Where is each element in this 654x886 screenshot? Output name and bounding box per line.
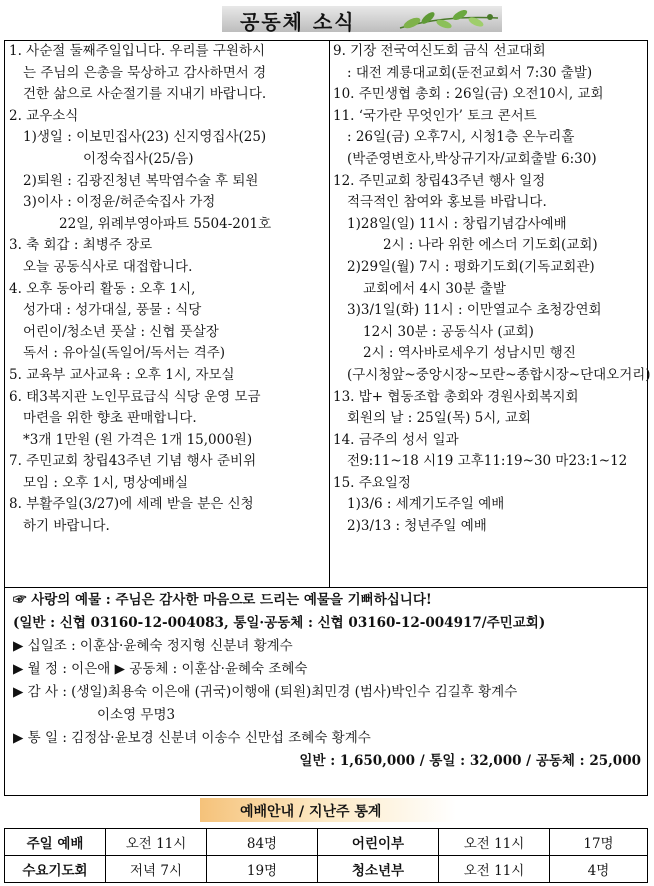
table-cell: 수요기도회 <box>5 856 106 883</box>
news-line: 마련을 위한 향초 판매합니다. <box>23 410 197 427</box>
news-line: 회원의 날 : 25일(목) 5시, 교회 <box>347 410 531 427</box>
news-line: 15. 주요일정 <box>333 474 411 491</box>
news-line: 전9:11~18 시19 고후11:19~30 마23:1~12 <box>347 453 628 470</box>
news-line: 9. 기장 전국여신도회 금식 선교대회 <box>333 43 546 59</box>
worship-header <box>200 796 456 824</box>
news-line: 어린이/청소년 풋살 : 신협 풋살장 <box>23 323 219 340</box>
table-cell: 오전 11시 <box>439 829 550 856</box>
offering-row: ▶ 월 정 : 이은애 ▶ 공동체 : 이훈삼·윤혜숙 조혜숙 <box>13 661 308 677</box>
news-line: 모임 : 오후 1시, 명상예배실 <box>23 474 189 491</box>
table-cell: 주일 예배 <box>5 829 106 856</box>
news-line: 7. 주민교회 창립43주년 기념 행사 준비위 <box>9 453 257 470</box>
news-line: 4. 오후 동아리 활동 : 오후 1시, <box>9 280 196 297</box>
news-line: 교회에서 4시 30분 출발 <box>363 280 506 297</box>
news-line: 성가대 : 성가대실, 풍물 : 식당 <box>23 302 202 319</box>
worship-title: 예배안내 / 지난주 통계 <box>240 804 382 820</box>
news-line: 10. 주민생협 총회 : 26일(금) 오전10시, 교회 <box>333 86 604 103</box>
news-line: : 대전 계룡대교회(둔전교회서 7:30 출발) <box>347 64 593 81</box>
news-line: 건한 삶으로 사순절기를 지내기 바랍니다. <box>23 86 267 103</box>
news-line: 2시 : 나라 위한 에스더 기도회(교회) <box>383 237 598 254</box>
news-line: 6. 태3복지관 노인무료급식 식당 운영 모금 <box>9 388 261 405</box>
column-divider <box>329 41 330 587</box>
news-line: 13. 밥+ 협동조합 총회와 경원사회복지회 <box>333 388 579 405</box>
news-line: 3. 축 회갑 : 최병주 장로 <box>9 237 153 254</box>
news-line: : 26일(금) 오후7시, 시청1층 온누리홀 <box>347 129 575 146</box>
news-line: 5. 교육부 교사교육 : 오후 1시, 자모실 <box>9 366 235 383</box>
table-row <box>5 856 648 883</box>
news-line: (구시청앞~중앙시장~모란~종합시장~단대오거리) <box>347 366 651 383</box>
left-column <box>9 41 327 538</box>
table-cell: 84명 <box>207 829 318 856</box>
news-line: 이정숙집사(25/음) <box>83 150 194 167</box>
leaf-decoration-icon <box>398 6 502 36</box>
news-line: 하기 바랍니다. <box>23 518 110 535</box>
section-divider <box>5 587 647 588</box>
news-line: 1)28일(일) 11시 : 창립기념감사예배 <box>347 215 567 232</box>
news-line: 2)퇴원 : 김광진청년 복막염수술 후 퇴원 <box>23 172 259 189</box>
news-line: 1. 사순절 둘째주일입니다. 우리를 구원하시 <box>9 43 266 59</box>
offering-heading: ☞ 사랑의 예물 : 주님은 감사한 마음으로 드리는 예물을 기뻐하십니다! <box>13 592 432 608</box>
news-line: 오늘 공동식사로 대접합니다. <box>23 258 193 275</box>
news-line: 1)3/6 : 세계기도주일 예배 <box>347 496 505 513</box>
news-line: 2)3/13 : 청년주일 예배 <box>347 518 487 535</box>
news-line: 12시 30분 : 공동식사 (교회) <box>363 323 534 340</box>
news-line: *3개 1만원 (원 가격은 1개 15,000원) <box>23 431 253 448</box>
news-line: 3)이사 : 이정윤/허준숙집사 가정 <box>23 194 216 211</box>
offering-row: ▶ 십일조 : 이훈삼·윤혜숙 정지형 신분녀 황계수 <box>13 638 293 654</box>
offering-row: ▶ 통 일 : 김정삼·윤보경 신분녀 이송수 신만섭 조혜숙 황계수 <box>13 730 371 746</box>
news-line: 2. 교우소식 <box>9 107 79 124</box>
table-cell: 오전 11시 <box>106 829 207 856</box>
news-line: 1)생일 : 이보민집사(23) 신지영집사(25) <box>23 129 267 146</box>
page-header <box>0 0 654 40</box>
table-cell: 17명 <box>550 829 648 856</box>
news-line: 8. 부활주일(3/27)에 세례 받을 분은 신청 <box>9 496 254 513</box>
news-line: 는 주님의 은총을 묵상하고 감사하면서 경 <box>23 64 267 81</box>
right-column <box>333 41 651 538</box>
table-cell: 어린이부 <box>318 829 439 856</box>
news-box <box>4 40 651 796</box>
news-line: 22일, 위례부영아파트 5504-201호 <box>59 215 272 232</box>
offering-totals: 일반 : 1,650,000 / 통일 : 32,000 / 공동체 : 25,000 <box>299 753 641 769</box>
news-line: 독서 : 유아실(독일어/독서는 격주) <box>23 345 226 362</box>
news-line: 적극적인 참여와 홍보를 바랍니다. <box>347 194 547 211</box>
worship-table <box>4 828 648 883</box>
table-cell: 청소년부 <box>318 856 439 883</box>
offering-row: ▶ 감 사 : (생일)최용숙 이은애 (귀국)이행애 (퇴원)최민경 (범사)박인수 김길후 황계수 <box>13 684 518 700</box>
news-line: 11. ‘국가란 무엇인가’ 토크 콘서트 <box>333 107 537 124</box>
table-row <box>5 829 648 856</box>
table-cell: 저녁 7시 <box>106 856 207 883</box>
news-line: (박준영변호사,박상규기자/교회출발 6:30) <box>347 150 597 167</box>
table-cell: 19명 <box>207 856 318 883</box>
news-line: 14. 금주의 성서 일과 <box>333 431 459 448</box>
news-line: 2)29일(월) 7시 : 평화기도회(기독교회관) <box>347 258 595 275</box>
page-title: 공동체 소식 <box>240 10 356 34</box>
table-cell: 4명 <box>550 856 648 883</box>
table-cell: 오전 11시 <box>439 856 550 883</box>
news-line: 12. 주민교회 창립43주년 행사 일정 <box>333 172 546 189</box>
offering-section <box>5 589 647 773</box>
offering-accounts: (일반 : 신협 03160-12-004083, 통일·공동체 : 신협 03160-12-004917/주민교회) <box>13 615 546 631</box>
news-line: 2시 : 역사바로세우기 성남시민 행진 <box>363 345 576 362</box>
news-line: 3)3/1일(화) 11시 : 이만열교수 초청강연회 <box>347 302 602 319</box>
offering-row: 이소영 무명3 <box>97 707 176 723</box>
